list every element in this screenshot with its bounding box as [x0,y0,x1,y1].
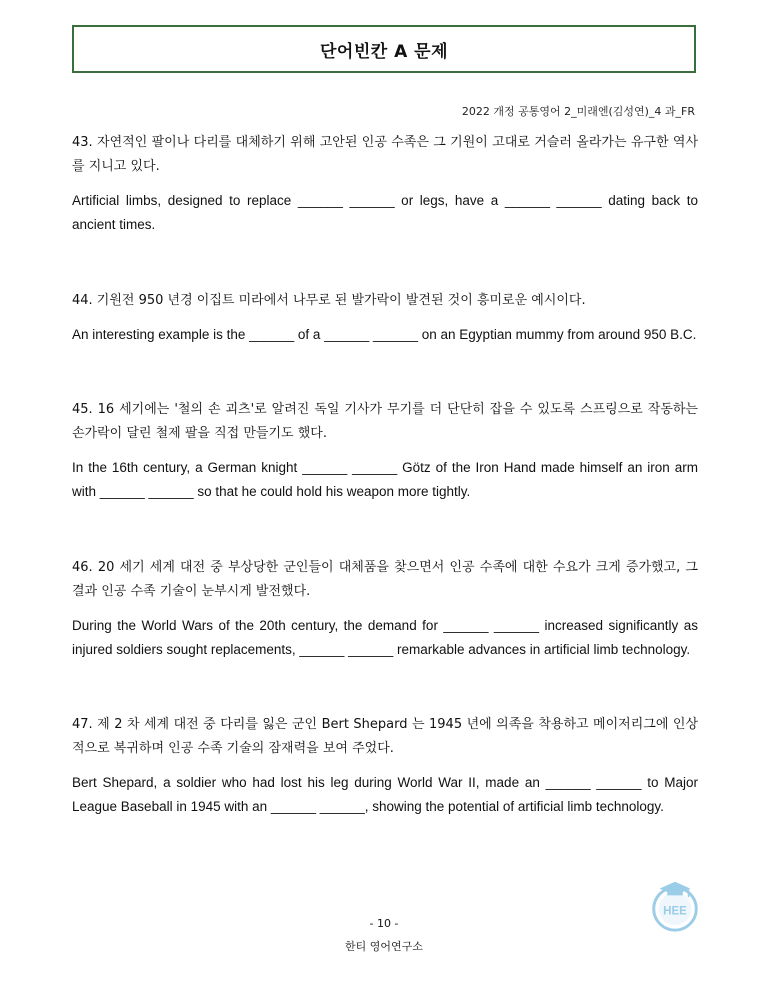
title-box [72,25,696,73]
korean-sentence: 47. 제 2 차 세계 대전 중 다리를 잃은 군인 Bert Shepard 는 1945 년에 의족을 착용하고 메이저리그에 인상적으로 복귀하며 인공 수족 기술의 잠재력을 보여 주었다. [72,717,698,756]
footer-org: 한티 영어연구소 [345,940,423,953]
english-sentence: During the World Wars of the 20th century, the demand for ______ ______ increased significantly as injured soldiers sought replacements, ______ ______ remarkable advances in artificial limb technology. [72,618,698,657]
korean-sentence: 45. 16 세기에는 '철의 손 괴츠'로 알려진 독일 기사가 무기를 더 단단히 잡을 수 있도록 스프링으로 작동하는 손가락이 달린 철제 팔을 직접 만들기도 했다. [72,402,698,441]
question-47 [72,713,698,819]
english-sentence: In the 16th century, a German knight ______ ______ Götz of the Iron Hand made himself an iron arm with ______ ______ so that he could hold his weapon more tightly. [72,460,698,499]
question-44 [72,289,698,347]
english-sentence: An interesting example is the ______ of a ______ ______ on an Egyptian mummy from around 950 B.C. [72,327,697,342]
english-sentence: Bert Shepard, a soldier who had lost his leg during World War II, made an ______ ______ to Major League Baseball in 1945 with an ______ ______, showing the potential of artificial limb technology. [72,775,698,814]
korean-sentence: 46. 20 세기 세계 대전 중 부상당한 군인들이 대체품을 찾으면서 인공 수족에 대한 수요가 크게 증가했고, 그 결과 인공 수족 기술이 눈부시게 발전했다. [72,560,698,599]
english-sentence: Artificial limbs, designed to replace ______ ______ or legs, have a ______ ______ dating back to ancient times. [72,193,698,232]
question-46 [72,556,698,662]
page-title: 단어빈칸 A 문제 [319,41,449,62]
korean-sentence: 44. 기원전 950 년경 이집트 미라에서 나무로 된 발가락이 발견된 것이 흥미로운 예시이다. [72,293,586,308]
logo-text: HEE [663,904,687,918]
source-line: 2022 개정 공통영어 2_미래엔(김성연)_4 과_FR [461,105,695,118]
question-43 [72,131,698,237]
korean-sentence: 43. 자연적인 팔이나 다리를 대체하기 위해 고안된 인공 수족은 그 기원이 고대로 거슬러 올라가는 유구한 역사를 지니고 있다. [72,135,698,174]
page-number: - 10 - [369,917,399,930]
question-45 [72,398,698,504]
